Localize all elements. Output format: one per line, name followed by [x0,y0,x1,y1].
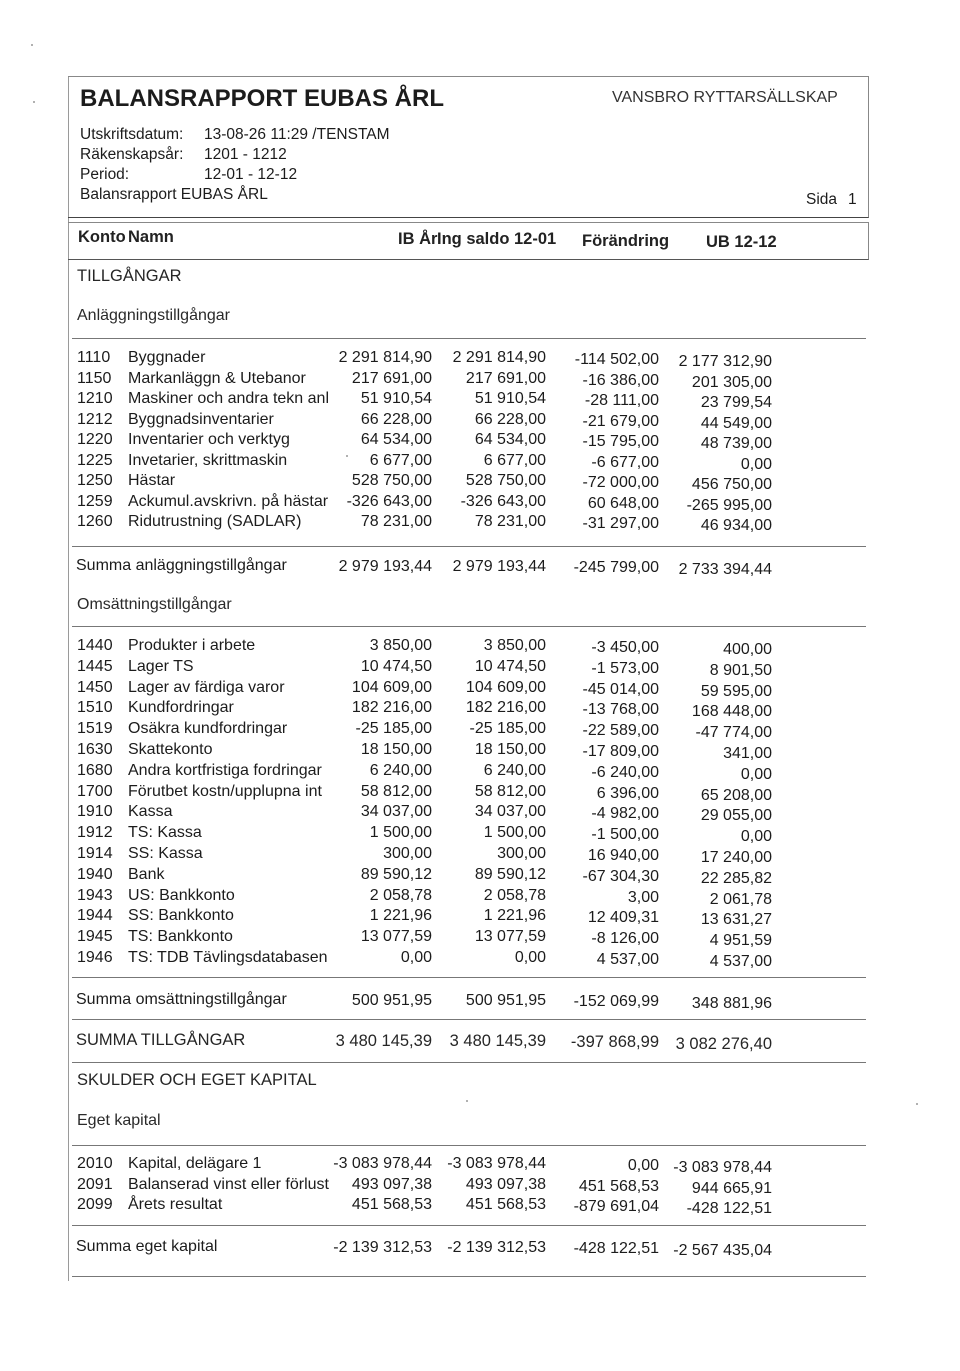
meta-label-print-date: Utskriftsdatum: [80,126,184,143]
change-value: -1 500,00 [591,826,659,844]
ub-value: -3 083 978,44 [673,1159,772,1176]
ing-saldo-value: 493 097,38 [465,1175,546,1193]
section-divider [72,338,866,339]
ing-saldo-value: 10 474,50 [474,657,546,675]
account-code: 1914 [77,845,113,862]
section-divider [72,1225,866,1226]
change-value: -72 000,00 [582,474,659,491]
change-value: 12 409,31 [587,909,659,927]
account-code: 1259 [77,492,113,510]
ing-saldo-value: -326 643,00 [460,492,546,510]
change-value: 60 648,00 [587,494,659,512]
account-code: 1210 [77,390,113,407]
sum-ub-value: -2 567 435,04 [673,1242,772,1259]
ib-value: -326 643,00 [346,492,432,510]
company-name: VANSBRO RYTTARSÄLLSKAP [612,89,838,106]
ing-saldo-value: 104 609,00 [465,678,546,696]
account-code: 1212 [77,410,113,428]
change-value: -6 240,00 [591,763,659,781]
account-name: Ackumul.avskrivn. på hästar [128,492,329,510]
account-code: 1680 [77,761,113,779]
ing-saldo-value: 13 077,59 [474,928,546,946]
ib-value: 217 691,00 [351,369,432,387]
account-name: Inventarier och verktyg [128,431,290,448]
sum-ib-value: -2 139 312,53 [333,1239,432,1256]
sum-ub-value: 2 733 394,44 [678,561,772,578]
meta-value-fiscal-year: 1201 - 1212 [204,146,287,163]
account-code: 1519 [77,720,113,738]
ing-saldo-value: 1 500,00 [483,824,546,842]
sum-ing-saldo-value: 500 951,95 [465,992,546,1009]
account-code: 1450 [77,678,113,696]
section-heading-tillgangar: TILLGÅNGAR [77,267,182,285]
ib-value: 451 568,53 [351,1196,432,1213]
account-name: Osäkra kundfordringar [128,720,288,738]
section-heading-skulder: SKULDER OCH EGET KAPITAL [77,1071,317,1089]
account-code: 1510 [77,699,113,717]
ib-value: 89 590,12 [360,865,432,883]
ing-saldo-value: 1 221,96 [483,907,546,925]
ing-saldo-value: 64 534,00 [474,431,546,448]
meta-value-period: 12-01 - 12-12 [204,166,298,183]
account-name: Kapital, delägare 1 [128,1155,262,1172]
sum-change-value: -152 069,99 [573,993,659,1010]
ub-value: 59 595,00 [700,682,772,700]
ib-value: 64 534,00 [360,431,432,448]
ub-value: 944 665,91 [691,1179,772,1197]
account-name: Hästar [128,472,176,489]
ib-value: 2 058,78 [369,886,432,904]
account-code: 1940 [77,865,113,883]
scan-speck [466,1100,468,1102]
ib-value: 6 677,00 [369,451,432,469]
account-name: Årets resultat [128,1196,223,1213]
change-value: -67 304,30 [582,867,659,885]
change-value: 0,00 [627,1157,659,1174]
account-code: 1110 [77,349,111,366]
account-name: SS: Kassa [128,845,203,862]
account-code: 1943 [77,886,113,904]
ing-saldo-value: 51 910,54 [474,390,546,407]
account-name: SS: Bankkonto [128,907,234,925]
change-value: -3 450,00 [591,639,659,656]
ing-saldo-value: 451 568,53 [465,1196,546,1213]
col-header-namn: Namn [128,228,174,246]
ib-value: 51 910,54 [360,390,432,407]
section-heading-anlaggning: Anläggningstillgångar [77,307,230,324]
change-value: -21 679,00 [582,412,659,430]
ing-saldo-value: 2 058,78 [483,886,546,904]
section-divider [72,1145,866,1146]
account-name: TS: TDB Tävlingsdatabasen [128,949,328,966]
ing-saldo-value: -3 083 978,44 [447,1155,546,1172]
ub-value: 44 549,00 [700,414,772,432]
account-code: 2010 [77,1155,113,1172]
change-value: -31 297,00 [582,515,659,532]
account-name: Andra kortfristiga fordringar [128,761,322,779]
ib-value: 10 474,50 [360,657,432,675]
ib-value: 0,00 [400,949,432,966]
sum-ib-value: 500 951,95 [351,992,432,1009]
change-value: 451 568,53 [578,1177,659,1195]
ub-value: 13 631,27 [700,911,772,929]
ub-value: 48 739,00 [700,435,772,452]
section-divider [72,626,866,627]
account-code: 1630 [77,741,113,758]
ub-value: 17 240,00 [700,849,772,866]
section-divider [72,1062,866,1063]
col-header-ub: UB 12-12 [706,233,777,251]
ib-value: 104 609,00 [351,678,432,696]
col-header-konto: Konto [78,228,126,246]
ing-saldo-value: 528 750,00 [465,472,546,489]
col-header-ib: IB År [398,230,438,248]
sum-label: Summa eget kapital [76,1238,218,1255]
sum-label: SUMMA TILLGÅNGAR [76,1031,246,1049]
account-code: 1445 [77,657,113,675]
section-divider [72,1276,866,1277]
ib-value: 493 097,38 [351,1175,432,1193]
ub-value: 8 901,50 [709,661,772,679]
ub-value: 23 799,54 [700,394,772,411]
ib-value: 3 850,00 [369,637,432,654]
account-code: 2091 [77,1175,113,1193]
section-divider [72,1019,866,1020]
account-name: Kassa [128,803,173,821]
report-name: Balansrapport EUBAS ÅRL [80,186,268,203]
account-name: US: Bankkonto [128,886,235,904]
account-code: 1946 [77,949,113,966]
account-name: Förutbet kostn/upplupna int [128,782,322,800]
change-value: -1 573,00 [591,659,659,677]
ing-saldo-value: 89 590,12 [474,865,546,883]
meta-label-fiscal-year: Räkenskapsår: [80,146,184,163]
ub-value: 46 934,00 [700,517,772,534]
sum-change-value: -245 799,00 [573,559,659,576]
ub-value: 0,00 [740,765,772,783]
ib-value: 78 231,00 [360,513,432,530]
change-value: -879 691,04 [573,1198,659,1215]
ub-value: 29 055,00 [700,807,772,825]
ing-saldo-value: 3 850,00 [483,637,546,654]
change-value: -8 126,00 [591,930,659,948]
account-code: 1910 [77,803,113,821]
account-code: 1944 [77,907,113,925]
sum-change-value: -428 122,51 [573,1240,659,1257]
ib-value: 18 150,00 [360,741,432,758]
account-name: Produkter i arbete [128,637,256,654]
sum-ub-value: 348 881,96 [691,995,772,1012]
sum-ib-value: 3 480 145,39 [335,1032,432,1050]
change-value: -15 795,00 [582,433,659,450]
account-code: 1700 [77,782,113,800]
change-value: 6 396,00 [596,784,659,802]
section-divider [72,546,866,547]
meta-label-period: Period: [80,166,130,183]
sum-label: Summa anläggningstillgångar [76,557,287,574]
account-code: 1945 [77,928,113,946]
account-name: Bank [128,865,165,883]
change-value: -6 677,00 [591,453,659,471]
ub-value: -428 122,51 [686,1200,772,1217]
ib-value: 182 216,00 [351,699,432,717]
ub-value: -265 995,00 [686,496,772,514]
account-code: 1220 [77,431,113,448]
change-value: -114 502,00 [574,351,659,368]
ing-saldo-value: 6 677,00 [483,451,546,469]
account-code: 2099 [77,1196,113,1213]
ing-saldo-value: -25 185,00 [469,720,546,738]
ib-value: 1 500,00 [369,824,432,842]
account-name: Maskiner och andra tekn anl [128,390,329,407]
sum-ing-saldo-value: -2 139 312,53 [447,1239,546,1256]
change-value: 3,00 [627,888,659,906]
ub-value: 2 061,78 [709,890,772,908]
ib-value: -25 185,00 [355,720,432,738]
ib-value: 66 228,00 [360,410,432,428]
ub-value: 4 537,00 [709,953,772,970]
ub-value: 0,00 [740,455,772,473]
change-value: -4 982,00 [591,805,659,823]
ing-saldo-value: 0,00 [514,949,546,966]
account-name: Skattekonto [128,741,213,758]
meta-value-print-date: 13-08-26 11:29 /TENSTAM [204,126,390,143]
ib-value: -3 083 978,44 [333,1155,432,1172]
account-name: Lager av färdiga varor [128,678,285,696]
account-name: TS: Kassa [128,824,202,842]
report-title: BALANSRAPPORT EUBAS ÅRL [80,85,445,112]
ub-value: 456 750,00 [691,476,772,493]
section-divider [72,977,866,978]
account-name: Invetarier, skrittmaskin [128,451,288,469]
ing-saldo-value: 66 228,00 [474,410,546,428]
ib-value: 2 291 814,90 [338,349,432,366]
scan-speck [346,455,348,457]
ub-value: 2 177 312,90 [678,353,772,370]
ing-saldo-value: 6 240,00 [483,761,546,779]
section-heading-eget-kapital: Eget kapital [77,1112,161,1129]
account-name: Byggnadsinventarier [128,410,274,428]
change-value: 16 940,00 [587,847,659,864]
ub-value: 4 951,59 [709,932,772,950]
change-value: -17 809,00 [582,743,659,760]
scan-speck [33,101,35,103]
ing-saldo-value: 2 291 814,90 [452,349,546,366]
account-name: TS: Bankkonto [128,928,233,946]
account-code: 1225 [77,451,113,469]
account-name: Lager TS [128,657,194,675]
col-header-forandring: Förändring [582,232,670,250]
ing-saldo-value: 78 231,00 [474,513,546,530]
page-number: 1 [848,191,857,208]
account-code: 1912 [77,824,113,842]
ing-saldo-value: 34 037,00 [474,803,546,821]
change-value: -45 014,00 [582,680,659,698]
sum-ub-value: 3 082 276,40 [675,1035,772,1053]
ub-value: 201 305,00 [691,373,772,391]
scan-speck [31,44,33,46]
account-code: 1150 [77,369,112,387]
ub-value: 65 208,00 [700,786,772,804]
change-value: -28 111,00 [584,392,659,409]
ing-saldo-value: 182 216,00 [465,699,546,717]
account-name: Markanläggn & Utebanor [128,369,306,387]
sum-ing-saldo-value: 3 480 145,39 [449,1032,546,1050]
change-value: 4 537,00 [596,951,659,968]
ing-saldo-value: 18 150,00 [474,741,546,758]
ub-value: 400,00 [723,641,772,658]
ub-value: 0,00 [740,828,772,846]
account-code: 1260 [77,513,113,530]
ib-value: 13 077,59 [360,928,432,946]
page-label: Sida [806,191,838,208]
account-name: Kundfordringar [128,699,234,717]
scan-speck [916,1103,918,1105]
change-value: -22 589,00 [582,722,659,740]
account-name: Balanserad vinst eller förlust [128,1175,329,1193]
account-code: 1440 [77,637,113,654]
ib-value: 34 037,00 [360,803,432,821]
section-heading-omsattning: Omsättningstillgångar [77,596,232,613]
ing-saldo-value: 217 691,00 [465,369,546,387]
ib-value: 58 812,00 [360,782,432,800]
ing-saldo-value: 58 812,00 [474,782,546,800]
sum-ing-saldo-value: 2 979 193,44 [452,558,546,575]
ib-value: 300,00 [383,845,432,862]
ub-value: -47 774,00 [695,724,772,742]
account-code: 1250 [77,472,113,489]
ub-value: 168 448,00 [691,703,772,721]
ib-value: 6 240,00 [369,761,432,779]
sum-label: Summa omsättningstillgångar [76,991,287,1008]
change-value: -13 768,00 [582,701,659,719]
account-name: Ridutrustning (SADLAR) [128,513,302,530]
sum-ib-value: 2 979 193,44 [338,558,432,575]
ib-value: 528 750,00 [351,472,432,489]
ub-value: 22 285,82 [700,869,772,887]
ub-value: 341,00 [723,745,772,762]
sum-change-value: -397 868,99 [570,1033,659,1051]
ing-saldo-value: 300,00 [497,845,546,862]
ib-value: 1 221,96 [369,907,432,925]
account-name: Byggnader [128,349,206,366]
col-header-ing-saldo: Ing saldo 12-01 [437,230,557,248]
change-value: -16 386,00 [582,371,659,389]
